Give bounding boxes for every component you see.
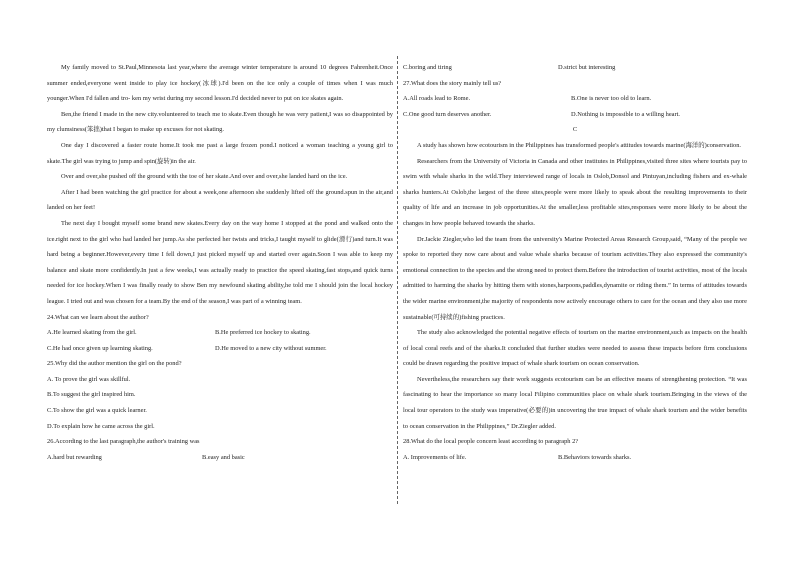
question-28-options-row1 [403, 450, 747, 466]
option-c: C.To show the girl was a quick learner. [47, 407, 147, 415]
option-d: D.strict but interesting [558, 64, 616, 71]
paragraph: The study also acknowledged the potential negative effects of tourism on the marine environment,such as impacts on the health of local coral reefs and of the sharks.It concluded that further studies were needed to assess these impacts before firm conclusions could be drawn regarding the positive impact of whale shark tourism on ocean conservation. [403, 329, 747, 368]
option-c: C.boring and tiring [403, 64, 452, 71]
paragraph: One day I discovered a faster route home.It took me past a large frozen pond.I noticed a woman teaching a young girl to skate.The girl was trying to jump and spin(旋转)in the air. [47, 141, 393, 165]
paragraph: Dr.Jackie Ziegler,who led the team from the university's Marine Protected Areas Research Group,said, “Many of the people we spoke to reported they now care about and value whale sharks because of tourism activities.They also expressed the community's emotional connection to the species and the strong need to protect them.Before the introduction of tourist activities, most of the locals admitted to harming the sharks by hitting them with stones,harpoons,paddles,dynamite or riding them.” In terms of attitudes towards the wider marine environment,the majority of respondents now actively encourage others to care for the ocean and they also use more sustainable(可持续的)fishing practices. [403, 235, 747, 321]
option-b: B.He preferred ice hockey to skating. [215, 329, 311, 337]
paragraph: A study has shown how ecotourism in the Philippines has transformed people's attitudes towards marine(海洋的)conservation. [417, 141, 741, 149]
option-c: C.He had once given up learning skating. [47, 344, 153, 352]
paragraph: After I had been watching the girl practice for about a week,one afternoon she suddenly lifted off the ground.spun in the air,and landed on her feet! [47, 188, 393, 212]
paragraph: Ben,the friend I made in the new city.volunteered to teach me to skate.Even though he was very patient,I was so disappointed by my clumsiness(笨拙)that I began to make up excuses for not skating. [47, 110, 393, 134]
question-27: 27.What does the story mainly tell us? [403, 79, 502, 87]
question-27-options-row1 [403, 91, 747, 107]
option-c: C.One good turn deserves another. [403, 110, 492, 118]
paragraph: The next day I bought myself some brand new skates.Every day on the way home I stopped at the pond and walked onto the ice.right next to the girl who had landed her jump.As she perfected her twists and tricks,I taught myself to glide(滑行)and turn.It was hard being a beginner.However,every time I fell down,I just picked myself up and started over again.Soon I was able to keep my balance and skate more confidently.In just a few weeks,I was actually ready to practice the speed skating,fast stops,and quick turns needed for ice hockey.When I was finally ready to show Ben my newfound skating ability,he told me I should join the local hockey league. I tried out and was chosen for a team.By the end of the season,I was part of a winning team. [47, 219, 393, 305]
question-26-options-row1 [47, 450, 393, 466]
question-25: 25.Why did the author mention the girl on the pond? [47, 360, 182, 368]
option-b: B.To suggest the girl inspired him. [47, 391, 136, 399]
option-d: D.He moved to a new city without summer. [215, 344, 327, 352]
question-26-options-row2 [403, 60, 747, 76]
question-24-options-row2 [47, 341, 393, 357]
left-column [47, 60, 393, 465]
section-heading: C [572, 126, 578, 134]
question-24-options-row1 [47, 325, 393, 341]
option-d: D.To explain how he came across the girl. [47, 422, 155, 430]
option-a: A. To prove the girl was skillful. [47, 375, 131, 383]
option-b: B.Behaviors towards sharks. [558, 453, 632, 461]
question-24: 24.What can we learn about the author? [47, 313, 149, 321]
right-column [403, 60, 747, 465]
paragraph: Nevertheless,the researchers say their work suggests ecotourism can be an effective means of strengthening protection. “It was fascinating to hear the importance so many local Filipino communities place on whale shark tourism.Bringing in the views of the local tour operators to the study was imperative(必要的)in uncovering the true impact of whale shark tourism and the wider benefits to ocean conservation in the Philippines,” Dr.Ziegler added. [403, 375, 747, 430]
paragraph: My family moved to St.Paul,Minnesota last year,where the average winter temperature is around 10 degrees Fahrenheit.Once summer ended,everyone went inside to play ice hockey(冰球).I'd been on the ice only a couple of times when I was much younger.When I'd fallen and tro- ken my wrist during my second lesson.I'd decided never to put on ice skates again. [47, 64, 393, 103]
column-divider [397, 56, 398, 504]
paragraph: Over and over,she pushed off the ground with the toe of her skate.And over and over,she landed hard on the ice. [61, 173, 348, 181]
option-d: D.Nothing is impossible to a willing heart. [571, 110, 680, 118]
option-a: A.All roads lead to Rome. [403, 95, 471, 103]
question-28: 28.What do the local people concern least according to paragraph 2? [403, 438, 579, 446]
option-a: A. Improvements of life. [403, 453, 467, 461]
option-b: B.easy and basic [202, 453, 245, 461]
option-a: A.hard but rewarding [47, 453, 102, 461]
option-b: B.One is never too old to learn. [571, 95, 652, 103]
paragraph: Researchers from the University of Victoria in Canada and other institutes in Philippines,visited three sites where tourists pay to swim with whale sharks in the wild.They interviewed range of locals in Oslob,Donsol and Pintuyan,including fishers and ex-whale sharks hunters.At Oslob,the largest of the three sites,people were more likely to speak about the resulting improvements to their quality of life and an increase in job opportunities.At the smaller,less profitable sites,responses were more likely to be about the changes in how people behaved towards the sharks. [403, 157, 747, 227]
question-26: 26.According to the last paragraph,the author's training was [47, 438, 200, 446]
option-a: A.He learned skating from the girl. [47, 329, 137, 337]
question-27-options-row2 [403, 107, 747, 123]
